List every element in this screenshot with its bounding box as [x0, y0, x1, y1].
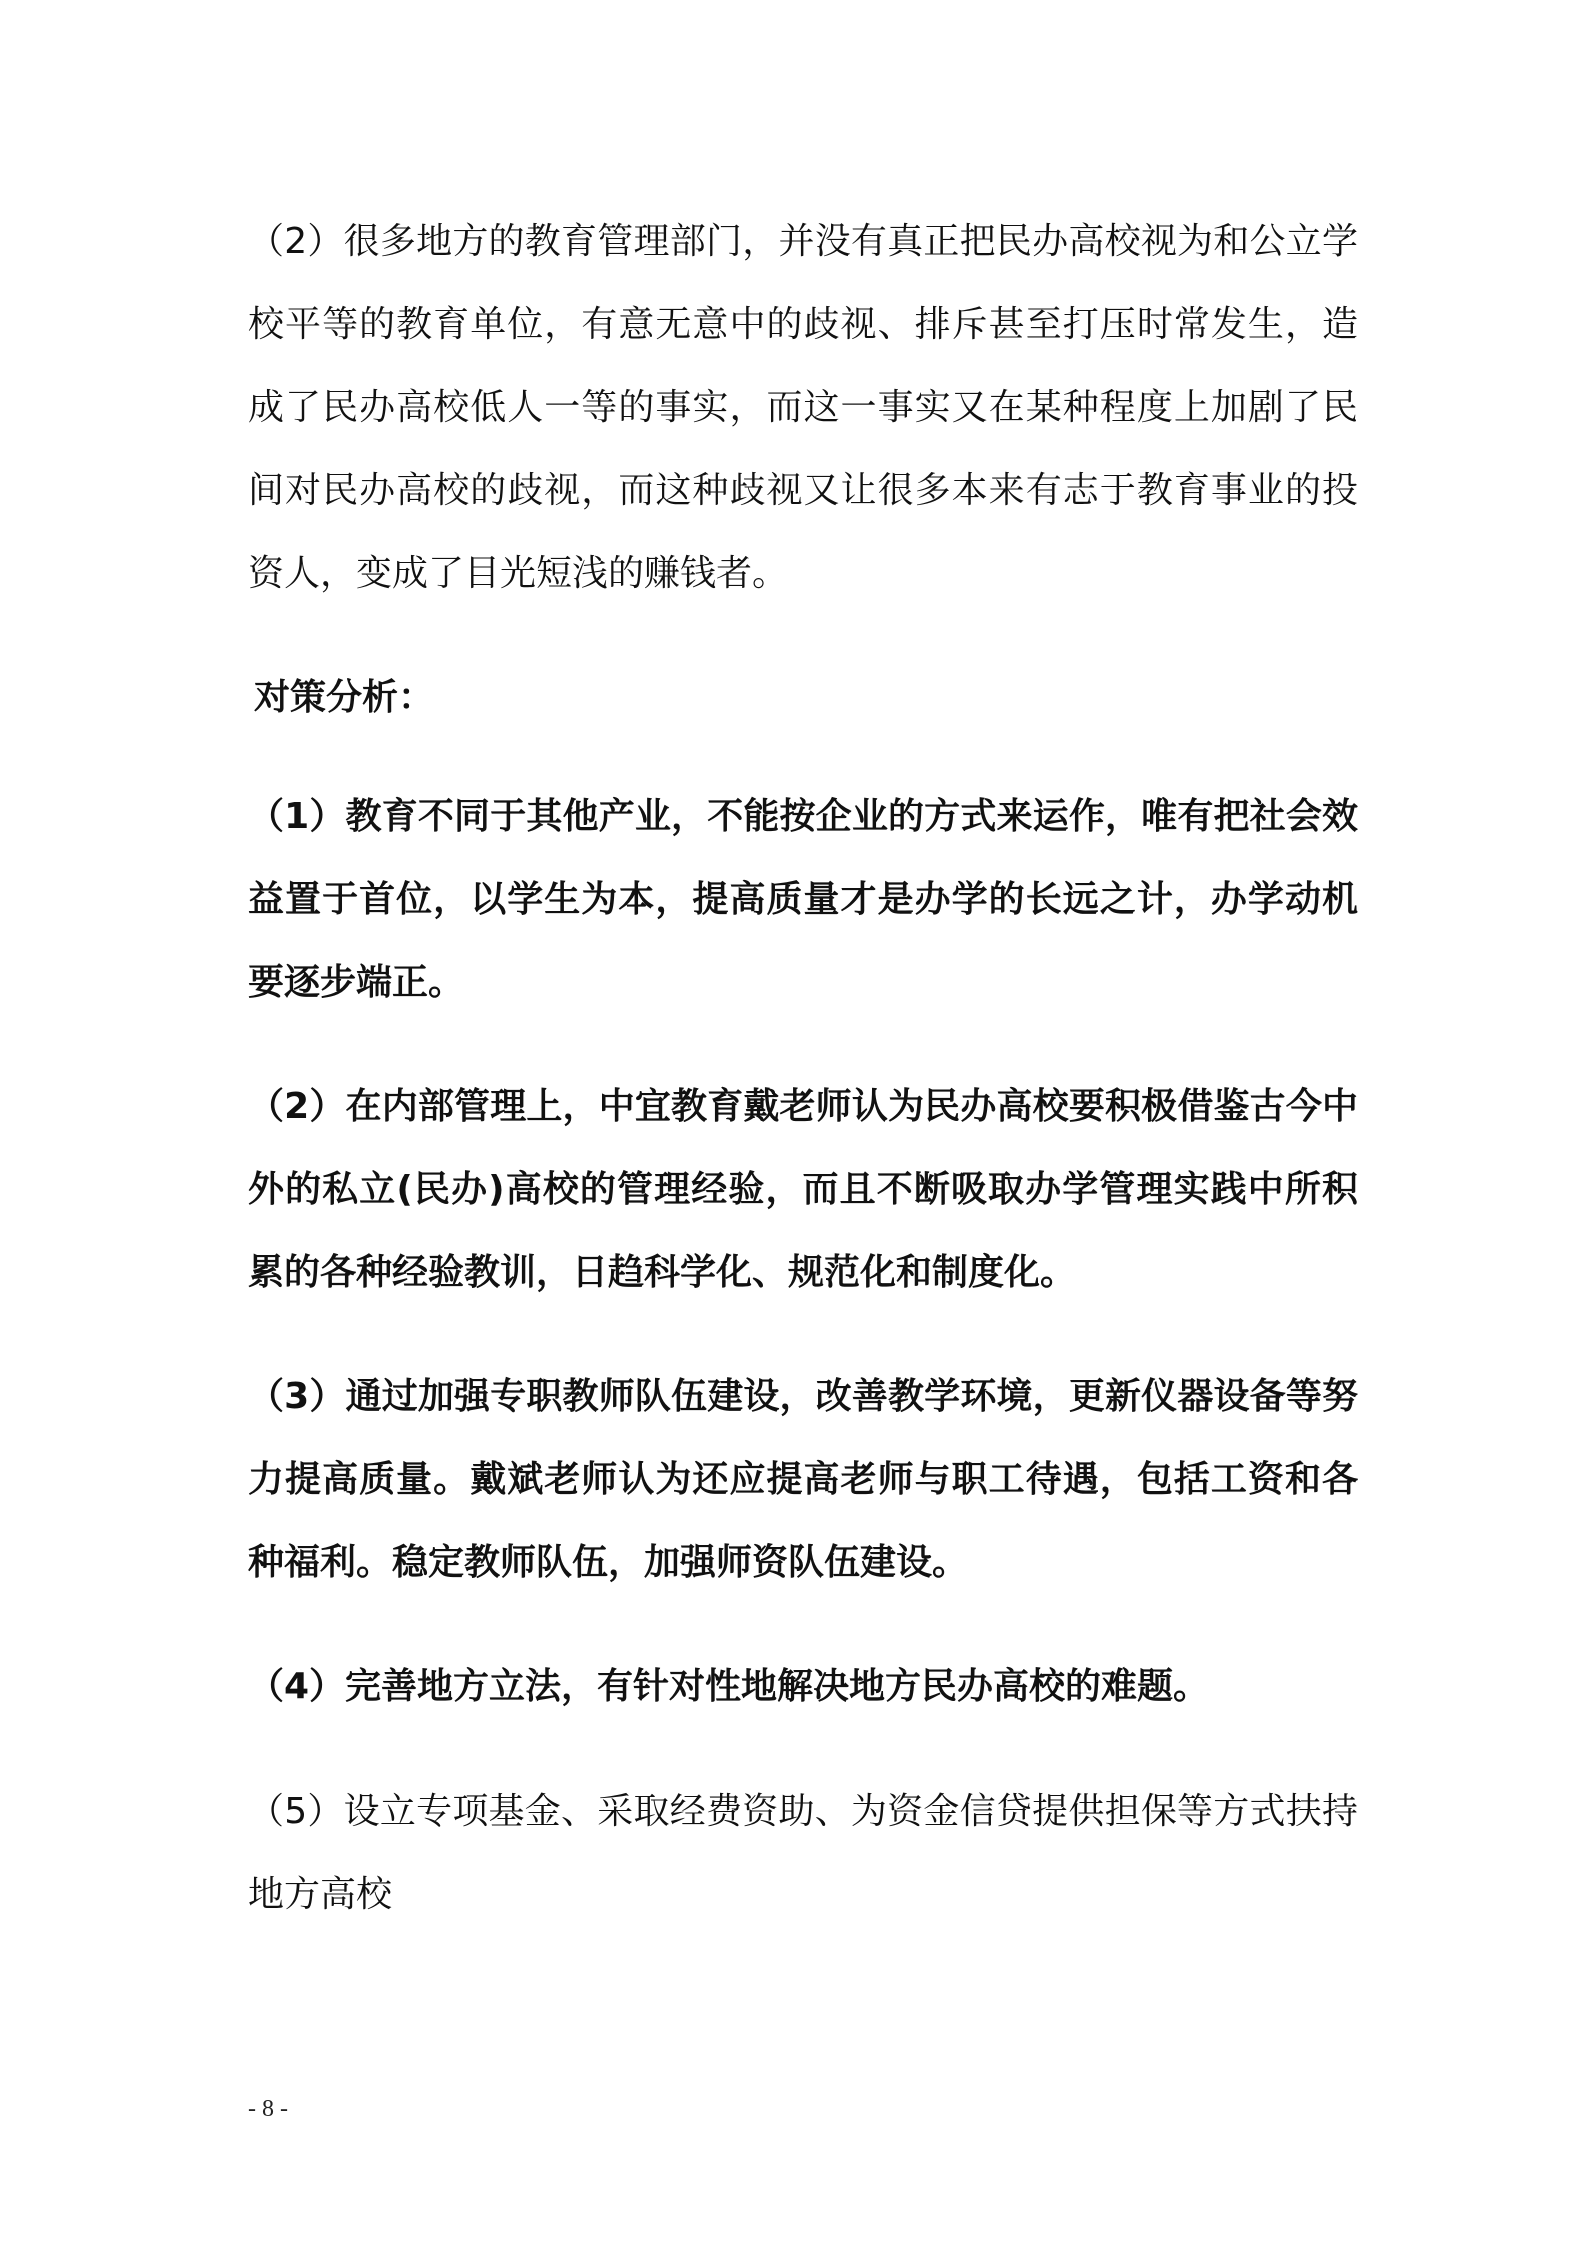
countermeasure-5: （5）设立专项基金、采取经费资助、为资金信贷提供担保等方式扶持地方高校 — [248, 1791, 1358, 1915]
page-number: - 8 - — [248, 2096, 288, 2122]
countermeasure-3: （3）通过加强专职教师队伍建设，改善教学环境，更新仪器设备等努力提高质量。戴斌老师认为还应提高老师与职工待遇，包括工资和各种福利。稳定教师队伍，加强师资队伍建设。 — [248, 1376, 1358, 1583]
countermeasure-2: （2）在内部管理上，中宜教育戴老师认为民办高校要积极借鉴古今中外的私立(民办)高校的管理经验，而且不断吸取办学管理实践中所积累的各种经验教训，日趋科学化、规范化和制度化。 — [248, 1086, 1358, 1293]
section-heading: 对策分析： — [254, 677, 435, 718]
paragraph-problem-2: （2）很多地方的教育管理部门，并没有真正把民办高校视为和公立学校平等的教育单位，有意无意中的歧视、排斥甚至打压时常发生，造成了民办高校低人一等的事实，而这一事实又在某种程度上加剧了民间对民办高校的歧视，而这种歧视又让很多本来有志于教育事业的投资人，变成了目光短浅的赚钱者。 — [248, 221, 1358, 594]
countermeasure-1: （1）教育不同于其他产业，不能按企业的方式来运作，唯有把社会效益置于首位，以学生为本，提高质量才是办学的长远之计，办学动机要逐步端正。 — [248, 796, 1358, 1003]
countermeasure-4: （4）完善地方立法，有针对性地解决地方民办高校的难题。 — [248, 1666, 1210, 1707]
